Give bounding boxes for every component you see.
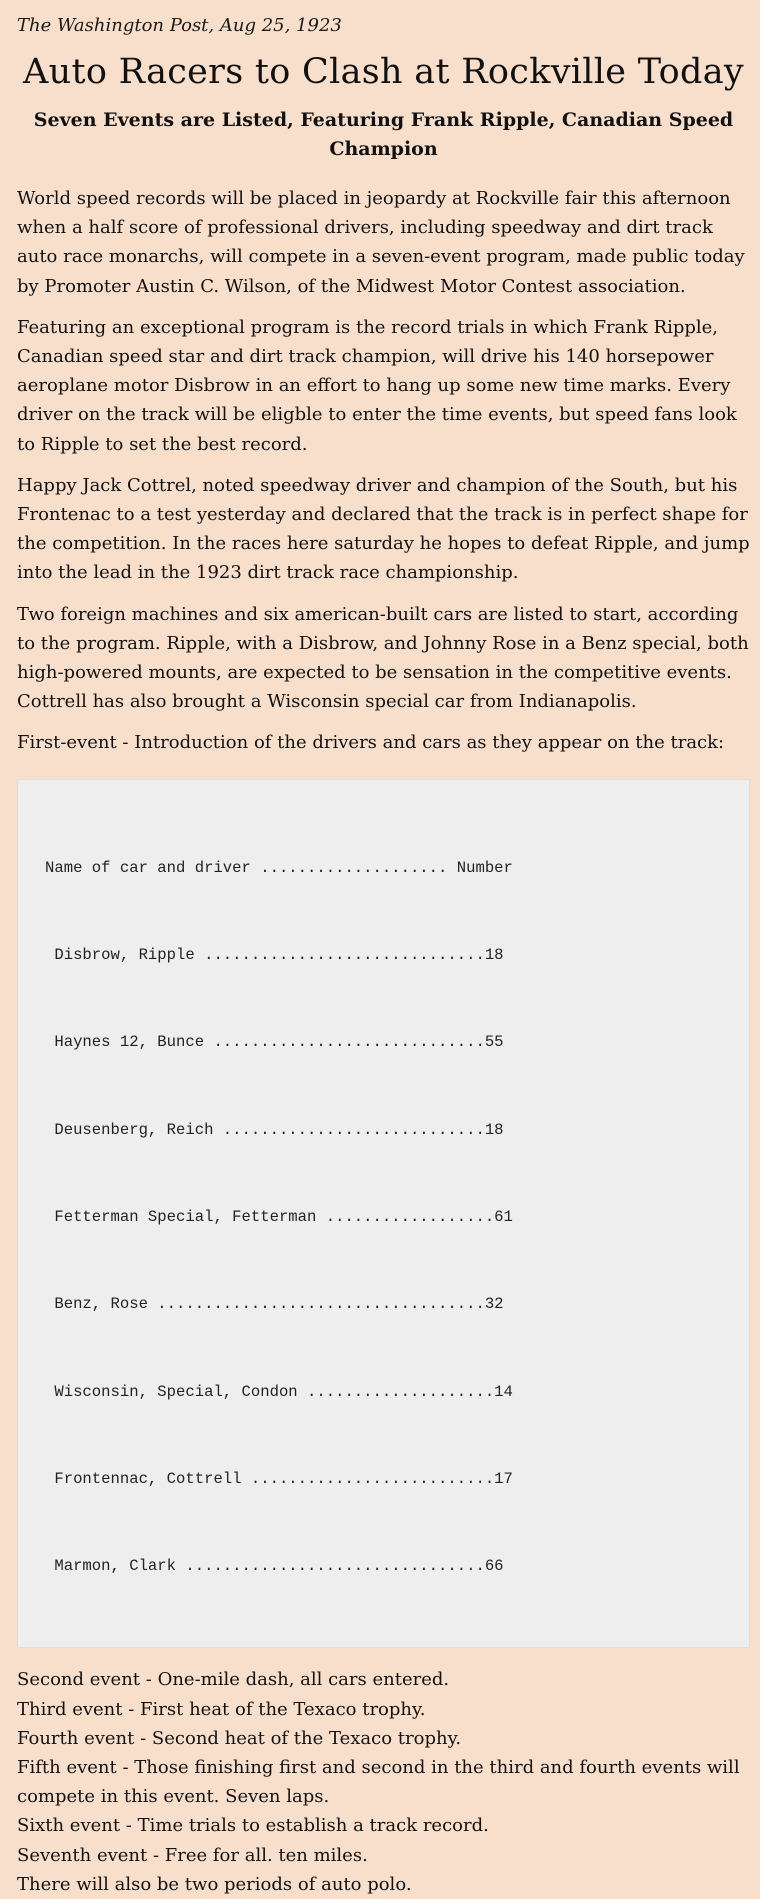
paragraph: Two foreign machines and six american-built cars are listed to start, according to the program. Ripple, with a Disbrow, and Johnny Rose in a Benz special, both high-powered mounts, are expected to be sensation in the competitive events. Cottrell has also brought a Wisconsin special car from Indianapolis. <box>17 603 749 713</box>
event-item: Seventh event - Free for all. ten miles. <box>17 1844 368 1866</box>
entry-list-row: Disbrow, Ripple ..............................18 <box>45 946 504 965</box>
event-item: Third event - First heat of the Texaco trophy. <box>17 1698 426 1720</box>
entry-list-row: Benz, Rose ...................................32 <box>45 1295 504 1314</box>
event-item: Second event - One-mile dash, all cars entered. <box>17 1669 450 1691</box>
entry-list-row: Fetterman Special, Fetterman ..................61 <box>45 1207 513 1226</box>
subheadline: Seven Events are Listed, Featuring Frank Ripple, Canadian Speed Champion <box>33 109 734 160</box>
entry-list-header: Name of car and driver .................... Number <box>45 858 513 877</box>
event-item: Fourth event - Second heat of the Texaco trophy. <box>17 1727 462 1749</box>
event-item: Sixth event - Time trials to establish a track record. <box>17 1815 489 1837</box>
event-item: There will also be two periods of auto polo. <box>17 1873 412 1895</box>
event-list <box>17 1665 750 1899</box>
entry-list-box <box>17 779 750 1649</box>
entry-list-row: Haynes 12, Bunce .............................55 <box>45 1033 504 1052</box>
entry-list-row: Wisconsin, Special, Condon ....................14 <box>45 1382 513 1401</box>
event-item: Fifth event - Those finishing first and second in the third and fourth events will compete in this event. Seven laps. <box>17 1756 740 1808</box>
headline: Auto Racers to Clash at Rockville Today <box>23 52 744 92</box>
paragraph: World speed records will be placed in jeopardy at Rockville fair this afternoon when a half score of professional drivers, including speedway and dirt track auto race monarchs, will compete in a seven-event program, made public today by Promoter Austin C. Wilson, of the Midwest Motor Contest association. <box>17 188 745 297</box>
entry-list-row: Marmon, Clark ................................66 <box>45 1557 504 1576</box>
article-body <box>17 184 750 758</box>
entry-list-row: Deusenberg, Reich ............................18 <box>45 1120 504 1139</box>
entry-list-row: Frontennac, Cottrell ..........................17 <box>45 1469 513 1488</box>
source-line: The Washington Post, Aug 25, 1923 <box>17 15 342 36</box>
paragraph: Featuring an exceptional program is the record trials in which Frank Ripple, Canadian speed star and dirt track champion, will drive his 140 horsepower aeroplane motor Disbrow in an effort to hang up some new time marks. Every driver on the track will be eligble to enter the time events, but speed fans look to Ripple to set the best record. <box>17 316 737 455</box>
paragraph: Happy Jack Cottrel, noted speedway driver and champion of the South, but his Frontenac to a test yesterday and declared that the track is in perfect shape for the competition. In the races here saturday he hopes to defeat Ripple, and jump into the lead in the 1923 dirt track race championship. <box>17 474 750 584</box>
paragraph: First-event - Introduction of the drivers and cars as they appear on the track: <box>17 732 725 754</box>
